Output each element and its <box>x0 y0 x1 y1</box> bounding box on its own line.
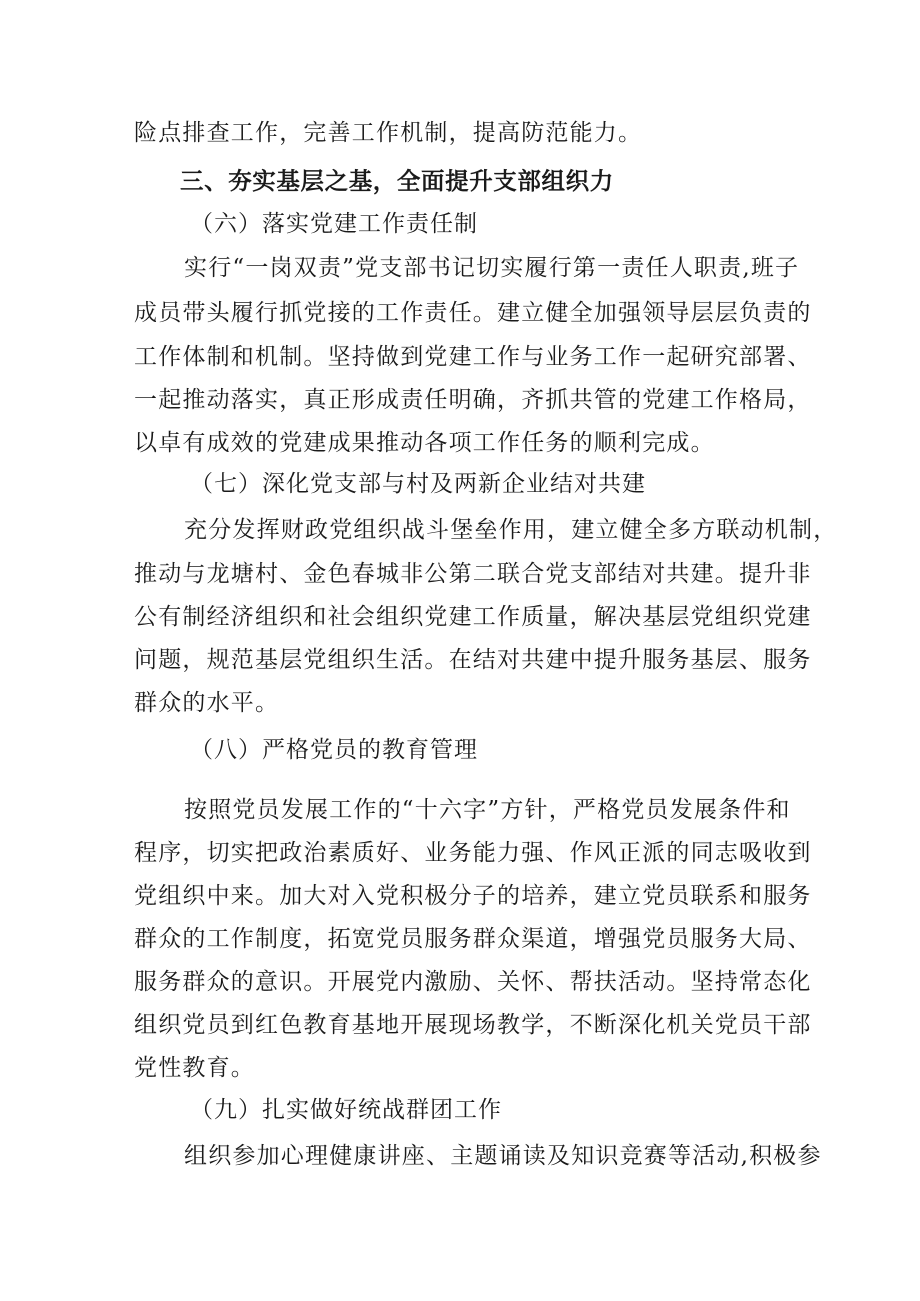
paragraph-line: 群众的水平。 <box>134 690 280 716</box>
paragraph-line: 实行“一岗双责”党支部书记切实履行第一责任人职责,班子 <box>184 255 800 281</box>
paragraph-line: 服务群众的意识。开展党内激励、关怀、帮扶活动。坚持常态化 <box>134 969 812 995</box>
paragraph-line: 工作体制和机制。坚持做到党建工作与业务工作一起研究部署、 <box>134 344 812 370</box>
paragraph-line: 推动与龙塘村、金色春城非公第二联合党支部结对共建。提升非 <box>134 561 812 587</box>
subsection-heading: （九）扎实做好统战群团工作 <box>190 1097 502 1123</box>
paragraph-line: 问题，规范基层党组织生活。在结对共建中提升服务基层、服务 <box>134 647 812 673</box>
paragraph-line: 成员带头履行抓党接的工作责任。建立健全加强领导层层负责的 <box>134 300 812 326</box>
paragraph-line: 群众的工作制度，拓宽党员服务群众渠道，增强党员服务大局、 <box>134 926 812 952</box>
paragraph-line: 按照党员发展工作的“十六字”方针，严格党员发展条件和 <box>184 797 791 823</box>
paragraph-line: 充分发挥财政党组织战斗堡垒作用，建立健全多方联动机制， <box>184 517 838 543</box>
paragraph-line: 组织参加心理健康讲座、主题诵读及知识竞赛等活动,积极参 <box>184 1143 822 1169</box>
paragraph-line: 一起推动落实，真正形成责任明确，齐抓共管的党建工作格局， <box>134 387 812 413</box>
paragraph-line: 以卓有成效的党建成果推动各项工作任务的顺利完成。 <box>134 430 715 456</box>
paragraph-line: 组织党员到红色教育基地开展现场教学，不断深化机关党员干部 <box>134 1012 812 1038</box>
subsection-heading: （八）严格党员的教育管理 <box>190 737 478 763</box>
paragraph-line: 公有制经济组织和社会组织党建工作质量，解决基层党组织党建 <box>134 604 812 630</box>
subsection-heading: （六）落实党建工作责任制 <box>190 211 478 237</box>
section-heading: 三、夯实基层之基，全面提升支部组织力 <box>180 167 614 195</box>
subsection-heading: （七）深化党支部与村及两新企业结对共建 <box>190 471 646 497</box>
paragraph-line: 党性教育。 <box>134 1055 255 1081</box>
paragraph-line: 党组织中来。加大对入党积极分子的培养，建立党员联系和服务 <box>134 883 812 909</box>
paragraph-line: 程序，切实把政治素质好、业务能力强、作风正派的同志吸收到 <box>134 840 812 866</box>
paragraph-line: 险点排查工作，完善工作机制，提高防范能力。 <box>134 120 643 146</box>
